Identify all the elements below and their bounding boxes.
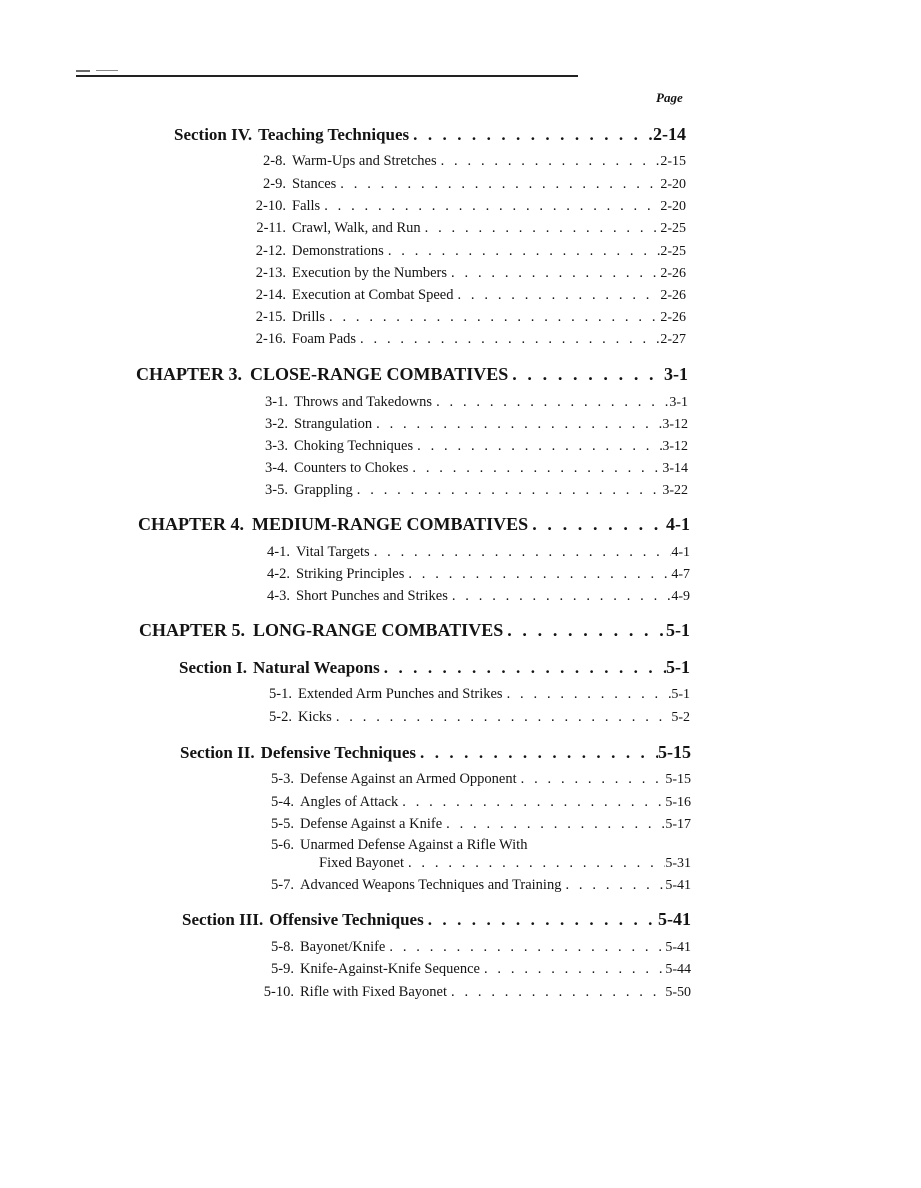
toc-entry-5-2[interactable] xyxy=(258,709,690,726)
dot-leader xyxy=(503,620,666,641)
toc-page: 2-25 xyxy=(660,221,686,236)
toc-page: 2-26 xyxy=(660,288,686,303)
toc-number: 5-1. xyxy=(269,686,292,702)
toc-title: Grappling xyxy=(294,482,353,498)
dot-leader xyxy=(528,514,666,535)
toc-title: Defense Against an Armed Opponent xyxy=(300,771,517,787)
toc-page: 5-41 xyxy=(665,940,691,955)
toc-title: Falls xyxy=(292,198,321,214)
dot-leader xyxy=(332,709,671,726)
toc-title: Advanced Weapons Techniques and Training xyxy=(300,877,562,893)
toc-entry-2-13[interactable] xyxy=(252,265,686,282)
toc-page: 5-17 xyxy=(665,817,691,832)
toc-number: 2-8. xyxy=(263,153,286,169)
toc-entry-5-6[interactable] xyxy=(260,837,691,854)
toc-number: 5-4. xyxy=(271,794,294,810)
toc-number: 2-15. xyxy=(255,309,286,325)
toc-entry-5-3[interactable] xyxy=(260,771,691,788)
dot-leader xyxy=(424,910,658,930)
page-column-label: Page xyxy=(656,90,683,105)
dot-leader xyxy=(380,658,666,678)
toc-entry-4-1[interactable] xyxy=(256,544,690,561)
toc-page: 3-14 xyxy=(662,461,688,476)
dot-leader xyxy=(421,220,661,237)
toc-title: Demonstrations xyxy=(292,243,384,259)
toc-page: 4-1 xyxy=(666,514,690,534)
toc-number: 2-12. xyxy=(255,243,286,259)
toc-number: 5-10. xyxy=(263,984,294,1000)
toc-number: CHAPTER 4. xyxy=(138,514,245,534)
toc-title: Unarmed Defense Against a Rifle With xyxy=(300,837,528,853)
toc-number: 3-5. xyxy=(265,482,288,498)
dot-leader xyxy=(448,588,671,605)
dot-leader xyxy=(370,544,672,561)
toc-entry-4-3[interactable] xyxy=(256,588,690,605)
toc-title: Throws and Takedowns xyxy=(294,394,433,410)
toc-page: 5-41 xyxy=(665,878,691,893)
toc-number: 5-6. xyxy=(271,837,294,853)
toc-title: Defense Against a Knife xyxy=(300,816,443,832)
toc-number: 5-2. xyxy=(269,709,292,725)
toc-page: 4-7 xyxy=(671,567,690,582)
dot-leader xyxy=(325,309,660,326)
toc-page: 5-1 xyxy=(666,620,690,640)
toc-title: Angles of Attack xyxy=(300,794,399,810)
dot-leader xyxy=(508,364,664,385)
dot-leader xyxy=(353,482,663,499)
toc-entry-2-8[interactable] xyxy=(252,153,686,170)
toc-entry-5-8[interactable] xyxy=(260,939,691,956)
toc-page: 5-1 xyxy=(671,687,690,702)
toc-number: Section II. xyxy=(180,743,255,762)
toc-number: CHAPTER 3. xyxy=(136,364,243,384)
dot-leader xyxy=(453,287,660,304)
toc-entry-2-16[interactable] xyxy=(252,331,686,348)
toc-title: Vital Targets xyxy=(296,544,370,560)
toc-title: Extended Arm Punches and Strikes xyxy=(298,686,503,702)
dot-leader xyxy=(336,176,660,193)
toc-number: 2-9. xyxy=(263,176,286,192)
toc-page: 3-12 xyxy=(662,439,688,454)
toc-section-i[interactable] xyxy=(179,657,690,678)
toc-page: 2-14 xyxy=(653,124,686,144)
toc-page: 5-1 xyxy=(666,657,690,677)
toc-entry-5-7[interactable] xyxy=(260,877,691,894)
toc-entry-2-12[interactable] xyxy=(252,243,686,260)
toc-title: Knife-Against-Knife Sequence xyxy=(300,961,480,977)
toc-title: Natural Weapons xyxy=(253,658,380,677)
toc-title: MEDIUM-RANGE COMBATIVES xyxy=(252,514,529,534)
toc-page: 3-22 xyxy=(662,483,688,498)
toc-entry-5-1[interactable] xyxy=(258,686,690,703)
dot-leader xyxy=(385,939,665,956)
dot-leader xyxy=(517,771,666,788)
toc-page: 2-26 xyxy=(660,310,686,325)
toc-entry-5-5[interactable] xyxy=(260,816,691,833)
toc-page: 5-15 xyxy=(658,742,691,762)
scan-mark xyxy=(76,70,90,72)
toc-number: 3-4. xyxy=(265,460,288,476)
toc-number: 4-1. xyxy=(267,544,290,560)
dot-leader xyxy=(447,984,665,1001)
toc-number: 2-11. xyxy=(256,220,286,236)
toc-entry-3-4[interactable] xyxy=(254,460,688,477)
toc-page: 2-20 xyxy=(660,199,686,214)
dot-leader xyxy=(442,816,665,833)
toc-entry-2-11[interactable] xyxy=(252,220,686,237)
toc-entry-5-10[interactable] xyxy=(258,984,691,1001)
toc-page: 4-1 xyxy=(671,545,690,560)
toc-entry-5-6-continued[interactable] xyxy=(319,855,691,872)
toc-title: Offensive Techniques xyxy=(269,910,424,929)
toc-entry-3-5[interactable] xyxy=(254,482,688,499)
toc-number: 5-5. xyxy=(271,816,294,832)
toc-entry-3-3[interactable] xyxy=(254,438,688,455)
toc-number: Section IV. xyxy=(174,125,253,144)
toc-number: 2-14. xyxy=(255,287,286,303)
toc-number: 2-16. xyxy=(255,331,286,347)
toc-title: Short Punches and Strikes xyxy=(296,588,448,604)
toc-title: Drills xyxy=(292,309,326,325)
toc-title: Rifle with Fixed Bayonet xyxy=(300,984,447,1000)
toc-page: 4-9 xyxy=(671,589,690,604)
toc-number: 5-8. xyxy=(271,939,294,955)
toc-title: Strangulation xyxy=(294,416,373,432)
toc-number: 3-1. xyxy=(265,394,288,410)
toc-page: 2-15 xyxy=(660,154,686,169)
toc-title: Teaching Techniques xyxy=(258,125,410,144)
toc-section-ii[interactable] xyxy=(180,742,691,763)
toc-page: 3-12 xyxy=(662,417,688,432)
toc-entry-2-14[interactable] xyxy=(252,287,686,304)
toc-number: Section I. xyxy=(179,658,247,677)
toc-entry-5-4[interactable] xyxy=(260,794,691,811)
toc-title: Kicks xyxy=(298,709,332,725)
toc-title: Warm-Ups and Stretches xyxy=(292,153,437,169)
dot-leader xyxy=(408,460,662,477)
toc-page: 5-2 xyxy=(671,710,690,725)
toc-page: 5-50 xyxy=(665,985,691,1000)
dot-leader xyxy=(447,265,660,282)
dot-leader xyxy=(503,686,672,703)
toc-page: 2-26 xyxy=(660,266,686,281)
toc-number: Section III. xyxy=(182,910,264,929)
toc-page: 5-16 xyxy=(665,795,691,810)
toc-title: Execution by the Numbers xyxy=(292,265,448,281)
toc-title: Crawl, Walk, and Run xyxy=(292,220,421,236)
toc-page: 3-1 xyxy=(664,364,688,384)
toc-page: 2-25 xyxy=(660,244,686,259)
dot-leader xyxy=(372,416,662,433)
scan-mark xyxy=(96,70,118,71)
toc-entry-2-15[interactable] xyxy=(252,309,686,326)
dot-leader xyxy=(409,125,653,145)
dot-leader xyxy=(404,566,671,583)
dot-leader xyxy=(398,794,665,811)
toc-section-iv[interactable] xyxy=(174,124,686,145)
toc-chapter-4[interactable] xyxy=(138,514,690,535)
toc-entry-2-9[interactable] xyxy=(252,176,686,193)
toc-number: CHAPTER 5. xyxy=(139,620,246,640)
toc-title: LONG-RANGE COMBATIVES xyxy=(253,620,504,640)
dot-leader xyxy=(384,243,661,260)
toc-page: 5-15 xyxy=(665,772,691,787)
toc-page: 2-20 xyxy=(660,177,686,192)
dot-leader xyxy=(320,198,660,215)
toc-number: 5-3. xyxy=(271,771,294,787)
toc-title: CLOSE-RANGE COMBATIVES xyxy=(250,364,509,384)
dot-leader xyxy=(404,855,665,872)
toc-number: 5-9. xyxy=(271,961,294,977)
toc-page: 5-31 xyxy=(665,856,691,871)
toc-number: 3-3. xyxy=(265,438,288,454)
dot-leader xyxy=(480,961,665,978)
dot-leader xyxy=(416,743,658,763)
toc-entry-3-1[interactable] xyxy=(254,394,688,411)
toc-title: Bayonet/Knife xyxy=(300,939,386,955)
toc-title: Defensive Techniques xyxy=(260,743,417,762)
toc-number: 4-3. xyxy=(267,588,290,604)
toc-number: 3-2. xyxy=(265,416,288,432)
toc-chapter-5[interactable] xyxy=(139,620,690,641)
toc-number: 2-13. xyxy=(255,265,286,281)
toc-entry-4-2[interactable] xyxy=(256,566,690,583)
toc-page: 2-27 xyxy=(660,332,686,347)
toc-title: Stances xyxy=(292,176,337,192)
toc-title: Striking Principles xyxy=(296,566,405,582)
toc-number: 2-10. xyxy=(255,198,286,214)
toc-entry-2-10[interactable] xyxy=(252,198,686,215)
dot-leader xyxy=(413,438,662,455)
dot-leader xyxy=(437,153,661,170)
dot-leader xyxy=(356,331,660,348)
toc-title: Execution at Combat Speed xyxy=(292,287,454,303)
toc-section-iii[interactable] xyxy=(182,909,691,930)
dot-leader xyxy=(432,394,669,411)
toc-title-continued: Fixed Bayonet xyxy=(319,855,404,871)
toc-page: 3-1 xyxy=(669,395,688,410)
toc-title: Counters to Chokes xyxy=(294,460,409,476)
dot-leader xyxy=(561,877,665,894)
header-rule xyxy=(76,75,578,77)
toc-number: 4-2. xyxy=(267,566,290,582)
toc-entry-3-2[interactable] xyxy=(254,416,688,433)
toc-title: Foam Pads xyxy=(292,331,357,347)
toc-chapter-3[interactable] xyxy=(136,364,688,385)
toc-page: 5-44 xyxy=(665,962,691,977)
toc-entry-5-9[interactable] xyxy=(260,961,691,978)
toc-number: 5-7. xyxy=(271,877,294,893)
toc-title: Choking Techniques xyxy=(294,438,414,454)
toc-page: 5-41 xyxy=(658,909,691,929)
